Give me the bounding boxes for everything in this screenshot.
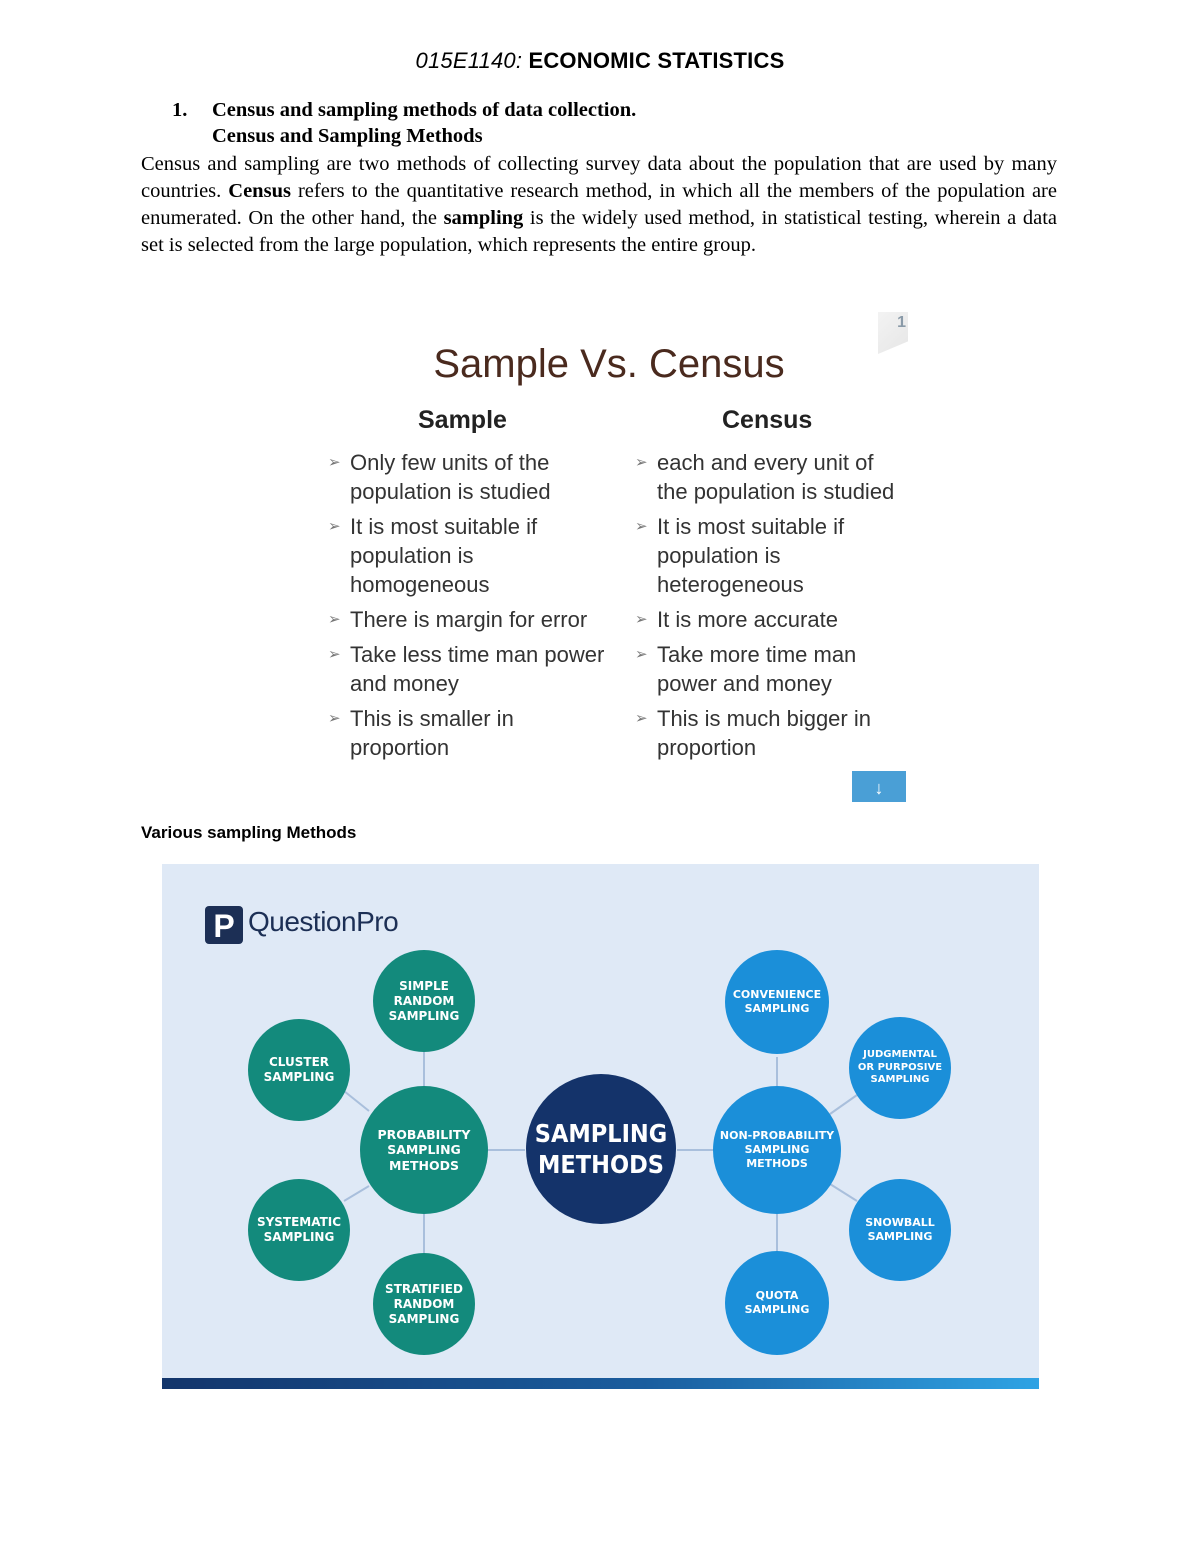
census-term: Census	[228, 180, 291, 202]
course-name: ECONOMIC STATISTICS	[528, 48, 785, 73]
sample-item: ➢ It is most suitable if population is homogeneous	[328, 514, 538, 597]
bullet-arrow-icon: ➢	[635, 646, 648, 663]
cluster-sampling-node: CLUSTER SAMPLING	[248, 1019, 350, 1121]
sample-item: ➢ Take less time man power and money	[328, 642, 605, 696]
census-item: ➢ It is more accurate	[635, 607, 838, 632]
paragraph-part-2: refers to the quantitative research method, in which all the members of the population are enumerated. On the other hand, the	[141, 180, 1057, 229]
sampling-term: sampling	[443, 207, 524, 229]
sample-heading: Sample	[418, 406, 507, 434]
judgmental-sampling-node: JUDGMENTAL OR PURPOSIVE SAMPLING	[849, 1017, 951, 1119]
download-icon[interactable]: ↓	[852, 771, 906, 802]
link-nonprobability-judgmental	[830, 1095, 857, 1114]
convenience-sampling-node: CONVENIENCE SAMPLING	[725, 950, 829, 1054]
bullet-arrow-icon: ➢	[328, 518, 341, 535]
link-probability-cluster	[344, 1091, 369, 1111]
course-title	[0, 48, 1200, 74]
various-methods-label: Various sampling Methods	[141, 823, 357, 842]
census-item: ➢ This is much bigger in proportion	[635, 706, 871, 760]
census-heading: Census	[722, 406, 813, 434]
sample-item: ➢ Only few units of the population is studied	[328, 450, 551, 504]
link-nonprobability-snowball	[830, 1184, 857, 1201]
paragraph-part-3: is the widely used method, in statistical testing, wherein a data set is selected from the large population, which represents the entire group.	[141, 207, 1057, 256]
snowball-sampling-node: SNOWBALL SAMPLING	[849, 1179, 951, 1281]
subsection-title: Census and Sampling Methods	[212, 125, 483, 147]
census-item: ➢ each and every unit of the population is studied	[635, 450, 895, 504]
slide-page-number: 1	[897, 314, 906, 331]
bullet-arrow-icon: ➢	[328, 646, 341, 663]
link-probability-systematic	[344, 1186, 369, 1201]
intro-paragraph	[141, 151, 1057, 259]
probability-node: PROBABILITY SAMPLING METHODS	[360, 1086, 488, 1214]
non-probability-node: NON-PROBABILITY SAMPLING METHODS	[713, 1086, 841, 1214]
sample-item: ➢ This is smaller in proportion	[328, 706, 514, 760]
bullet-arrow-icon: ➢	[328, 710, 341, 727]
course-code: 015E1140:	[415, 48, 523, 73]
sampling-methods-center-node: SAMPLING METHODS	[526, 1074, 676, 1224]
sample-vs-census-figure	[296, 312, 908, 802]
sample-item: ➢ There is margin for error	[328, 607, 588, 632]
bullet-arrow-icon: ➢	[635, 710, 648, 727]
footer-gradient-bar	[162, 1378, 1039, 1389]
bullet-arrow-icon: ➢	[635, 454, 648, 471]
questionpro-logo-icon: P	[205, 906, 243, 944]
sample-list	[326, 448, 606, 768]
sampling-methods-diagram	[162, 864, 1039, 1389]
census-item: ➢ It is most suitable if population is heterogeneous	[635, 514, 845, 597]
brand-name: QuestionPro	[248, 906, 399, 937]
section-title: Census and sampling methods of data collection.	[212, 99, 637, 121]
bullet-arrow-icon: ➢	[635, 518, 648, 535]
section-number: 1.	[172, 99, 188, 121]
systematic-sampling-node: SYSTEMATIC SAMPLING	[248, 1179, 350, 1281]
figure-title: Sample Vs. Census	[433, 342, 785, 386]
bullet-arrow-icon: ➢	[328, 611, 341, 628]
census-item: ➢ Take more time man power and money	[635, 642, 857, 696]
census-list	[633, 448, 903, 768]
stratified-random-sampling-node: STRATIFIED RANDOM SAMPLING	[373, 1253, 475, 1355]
simple-random-sampling-node: SIMPLE RANDOM SAMPLING	[373, 950, 475, 1052]
quota-sampling-node: QUOTA SAMPLING	[725, 1251, 829, 1355]
bullet-arrow-icon: ➢	[328, 454, 341, 471]
paragraph-part-1: Census and sampling are two methods of collecting survey data about the population that are used by many countries.	[141, 153, 1057, 202]
bullet-arrow-icon: ➢	[635, 611, 648, 628]
